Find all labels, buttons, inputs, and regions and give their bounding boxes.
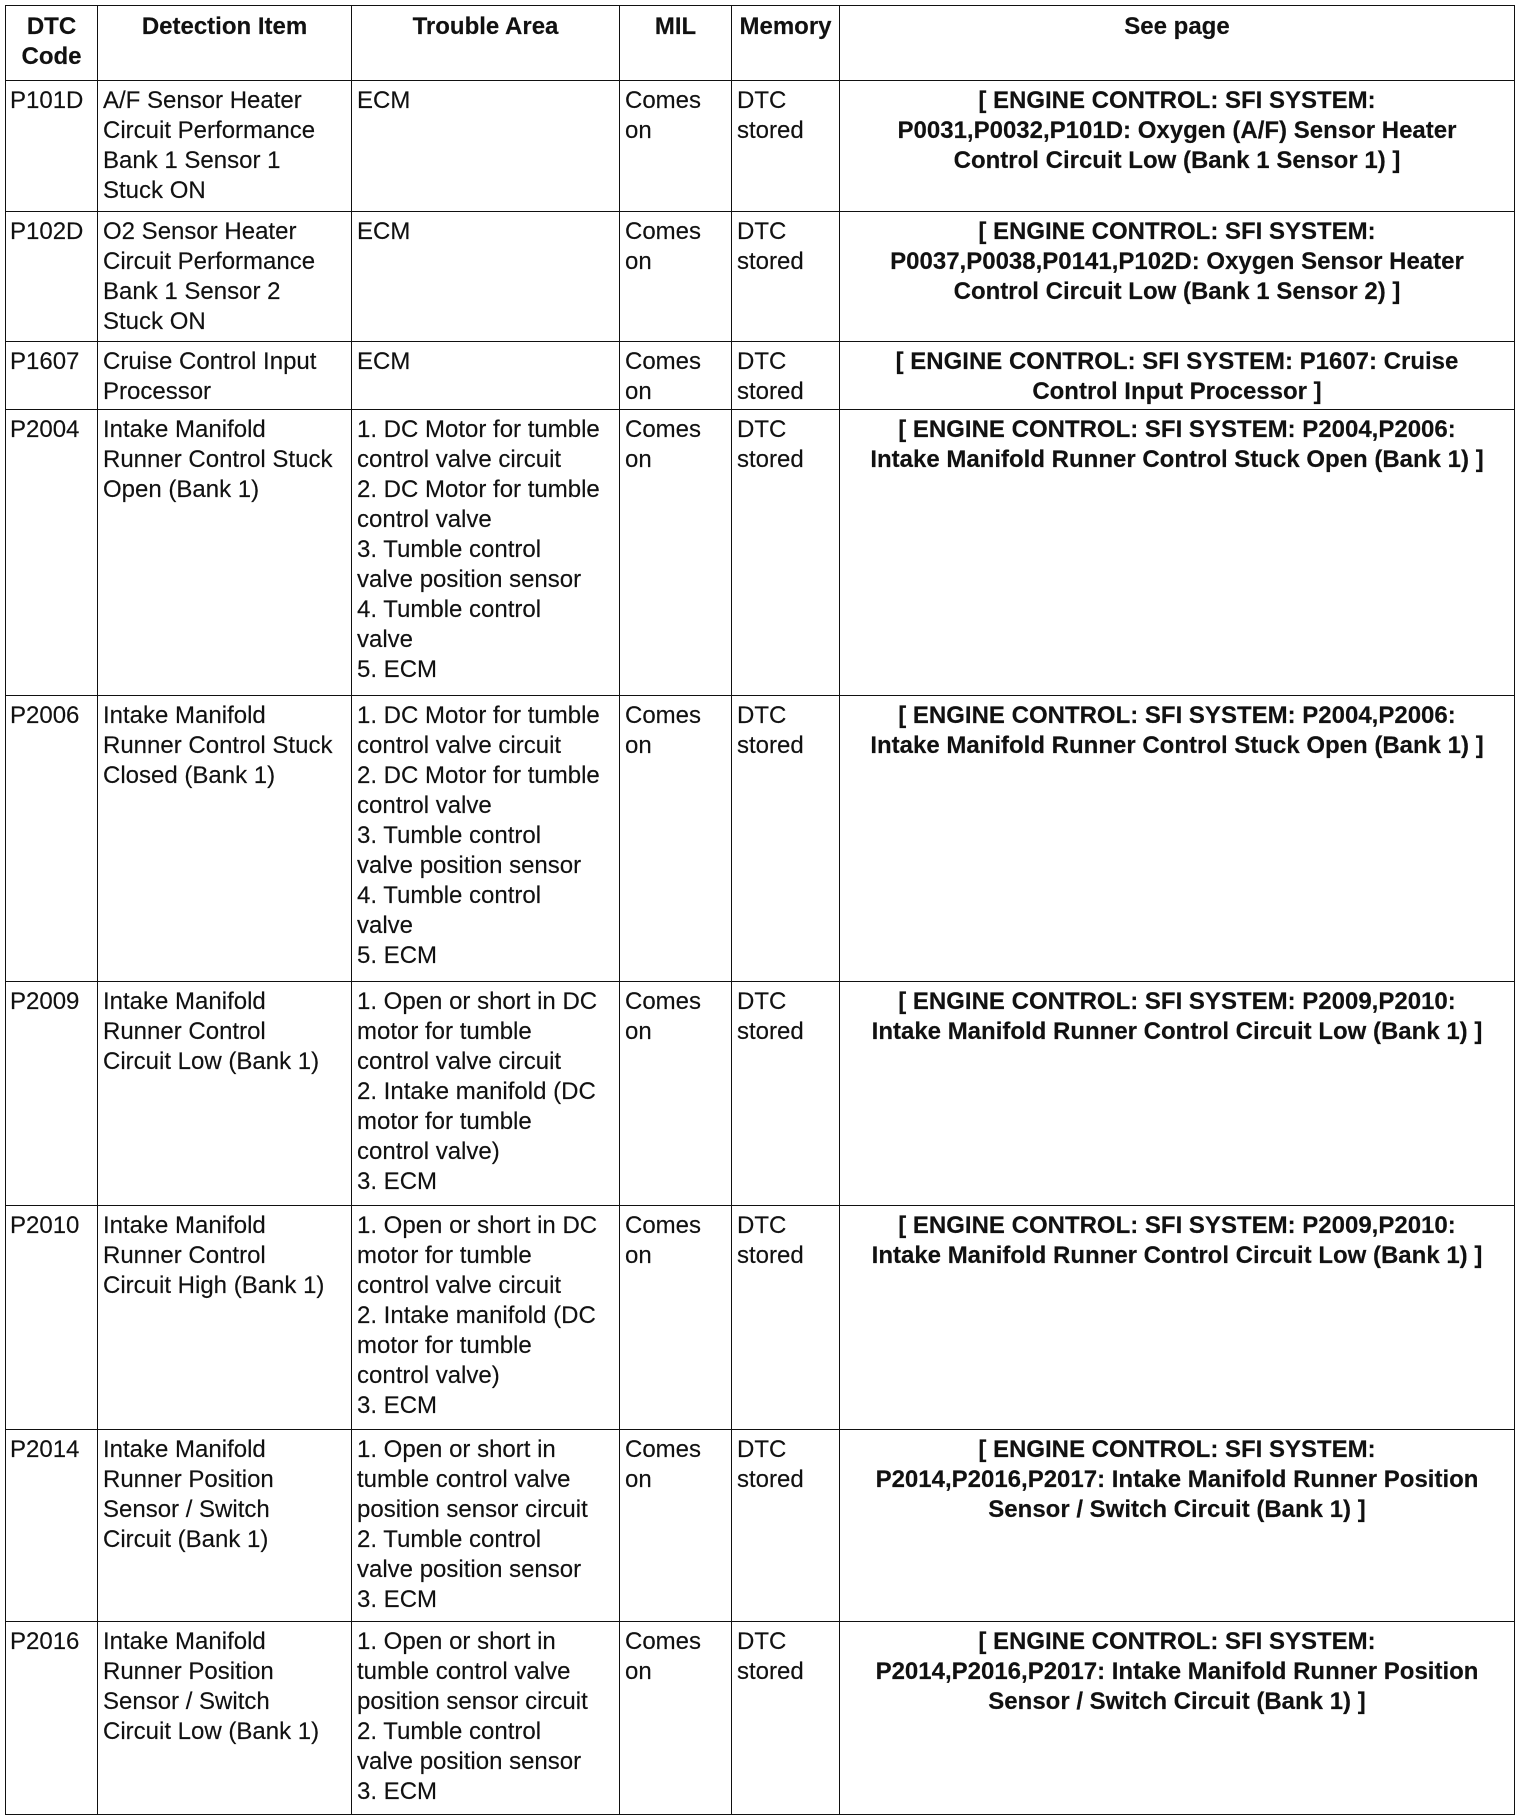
cell-see-page-link-line: [ ENGINE CONTROL: SFI SYSTEM: P2004,P2006: (898, 702, 1456, 730)
table-row (6, 342, 1515, 410)
cell-trouble-area-line: control valve (357, 792, 492, 820)
cell-mil (620, 81, 732, 212)
dtc-table (5, 5, 1515, 1815)
cell-trouble-area-line: motor for tumble (357, 1108, 532, 1136)
cell-detection-item-line: Intake Manifold (103, 1628, 266, 1656)
cell-see-page-link[interactable] (840, 982, 1515, 1206)
cell-mil (620, 342, 732, 410)
cell-mil-line: on (625, 1658, 652, 1686)
cell-detection-item (98, 982, 352, 1206)
cell-memory-line: DTC (737, 1211, 787, 1239)
cell-trouble-area-line: tumble control valve (357, 1658, 571, 1686)
cell-memory (732, 342, 840, 410)
cell-detection-item-line: Runner Control Stuck (103, 446, 333, 474)
cell-mil-line: Comes (625, 348, 702, 376)
cell-mil-line: Comes (625, 416, 702, 444)
cell-detection-item-line: Circuit Performance (103, 247, 316, 275)
cell-see-page-link[interactable] (840, 696, 1515, 982)
cell-trouble-area-line: 2. Intake manifold (DC (357, 1301, 596, 1329)
cell-trouble-area-line: ECM (357, 87, 411, 114)
cell-memory-line: stored (737, 247, 804, 275)
cell-see-page-link-line: [ ENGINE CONTROL: SFI SYSTEM: P1607: Cruise (895, 348, 1459, 376)
cell-see-page-link-line: P2014,P2016,P2017: Intake Manifold Runner Position (875, 1465, 1479, 1493)
cell-dtc-code: P102D (6, 211, 98, 342)
cell-mil-line: Comes (625, 1435, 702, 1463)
cell-trouble-area-line: 1. Open or short in DC (357, 988, 598, 1016)
cell-trouble-area-line: 1. Open or short in DC (357, 1211, 598, 1239)
cell-trouble-area (352, 1205, 620, 1429)
cell-trouble-area-line: 4. Tumble control (357, 882, 542, 910)
cell-memory-line: DTC (737, 1628, 787, 1656)
cell-detection-item-line: Intake Manifold (103, 702, 266, 730)
cell-memory-line: DTC (737, 1435, 787, 1463)
cell-trouble-area-line: motor for tumble (357, 1331, 532, 1359)
cell-mil-line: on (625, 1018, 652, 1046)
cell-dtc-code: P2009 (6, 982, 98, 1206)
table-row (6, 410, 1515, 696)
cell-trouble-area-line: 1. DC Motor for tumble (357, 702, 600, 730)
table-body (6, 81, 1515, 1815)
header-memory: Memory (732, 6, 840, 81)
table-header (6, 6, 1515, 81)
cell-trouble-area (352, 342, 620, 410)
cell-trouble-area-line: 1. Open or short in (357, 1435, 556, 1463)
cell-trouble-area (352, 1622, 620, 1815)
cell-see-page-link-line: [ ENGINE CONTROL: SFI SYSTEM: (978, 1628, 1376, 1656)
cell-memory-line: DTC (737, 87, 787, 114)
cell-memory-line: DTC (737, 348, 787, 376)
cell-trouble-area-line: valve position sensor (357, 852, 582, 880)
cell-see-page-link[interactable] (840, 1429, 1515, 1622)
cell-detection-item-line: Processor (103, 378, 212, 406)
cell-detection-item-line: Open (Bank 1) (103, 476, 260, 504)
cell-memory (732, 81, 840, 212)
cell-trouble-area (352, 696, 620, 982)
cell-detection-item-line: Sensor / Switch (103, 1688, 270, 1716)
table-row (6, 211, 1515, 342)
cell-trouble-area-line: control valve circuit (357, 1271, 562, 1299)
cell-detection-item (98, 211, 352, 342)
cell-mil-line: Comes (625, 217, 702, 245)
cell-trouble-area-line: 3. Tumble control (357, 536, 542, 564)
cell-mil-line: on (625, 247, 652, 275)
cell-mil-line: Comes (625, 702, 702, 730)
cell-mil-line: Comes (625, 1211, 702, 1239)
cell-mil-line: on (625, 732, 652, 760)
cell-trouble-area-line: control valve (357, 506, 492, 534)
table-row (6, 982, 1515, 1206)
cell-detection-item-line: Runner Control (103, 1241, 266, 1269)
cell-mil (620, 410, 732, 696)
cell-memory-line: DTC (737, 217, 787, 245)
cell-trouble-area-line: 4. Tumble control (357, 596, 542, 624)
header-mil: MIL (620, 6, 732, 81)
cell-detection-item-line: Runner Control (103, 1018, 266, 1046)
header-dtc-code (6, 6, 98, 81)
cell-detection-item-line: Intake Manifold (103, 988, 266, 1016)
cell-trouble-area-line: 2. DC Motor for tumble (357, 762, 600, 790)
cell-trouble-area-line: control valve circuit (357, 446, 562, 474)
cell-trouble-area-line: 5. ECM (357, 942, 438, 970)
cell-detection-item-line: Bank 1 Sensor 2 (103, 277, 281, 305)
cell-detection-item (98, 1205, 352, 1429)
cell-see-page-link-line: P0037,P0038,P0141,P102D: Oxygen Sensor Heater (890, 247, 1464, 275)
cell-mil-line: on (625, 117, 652, 144)
cell-see-page-link-line: [ ENGINE CONTROL: SFI SYSTEM: (978, 217, 1376, 245)
cell-dtc-code: P2006 (6, 696, 98, 982)
cell-memory-line: stored (737, 378, 804, 406)
cell-detection-item-line: Closed (Bank 1) (103, 762, 276, 790)
cell-mil (620, 1205, 732, 1429)
cell-see-page-link-line: Control Circuit Low (Bank 1 Sensor 1) ] (953, 147, 1401, 174)
cell-trouble-area (352, 410, 620, 696)
cell-trouble-area-line: 3. ECM (357, 1168, 438, 1196)
cell-memory (732, 410, 840, 696)
cell-see-page-link-line: P0031,P0032,P101D: Oxygen (A/F) Sensor Heater (897, 117, 1457, 144)
cell-see-page-link[interactable] (840, 1205, 1515, 1429)
cell-trouble-area-line: position sensor circuit (357, 1495, 588, 1523)
cell-mil (620, 696, 732, 982)
table-row (6, 1622, 1515, 1815)
cell-detection-item (98, 1622, 352, 1815)
cell-see-page-link-line: Intake Manifold Runner Control Stuck Open (Bank 1) ] (870, 732, 1484, 760)
cell-memory-line: stored (737, 117, 804, 144)
cell-trouble-area-line: 3. Tumble control (357, 822, 542, 850)
table-row (6, 1205, 1515, 1429)
cell-detection-item-line: Bank 1 Sensor 1 (103, 147, 281, 174)
cell-trouble-area-line: valve position sensor (357, 1748, 582, 1776)
cell-trouble-area-line: 3. ECM (357, 1778, 438, 1806)
cell-trouble-area-line: control valve) (357, 1361, 500, 1389)
cell-detection-item-line: Circuit Low (Bank 1) (103, 1718, 320, 1746)
cell-memory (732, 211, 840, 342)
cell-detection-item (98, 696, 352, 982)
cell-memory-line: stored (737, 1658, 804, 1686)
cell-detection-item-line: Circuit (Bank 1) (103, 1525, 269, 1553)
cell-see-page-link-line: Sensor / Switch Circuit (Bank 1) ] (988, 1688, 1366, 1716)
cell-detection-item-line: Intake Manifold (103, 1211, 266, 1239)
cell-trouble-area-line: valve (357, 912, 414, 940)
cell-trouble-area-line: 5. ECM (357, 656, 438, 684)
cell-trouble-area-line: 1. DC Motor for tumble (357, 416, 600, 444)
cell-memory-line: stored (737, 732, 804, 760)
cell-memory-line: DTC (737, 416, 787, 444)
cell-memory (732, 1429, 840, 1622)
cell-mil (620, 1429, 732, 1622)
cell-see-page-link-line: [ ENGINE CONTROL: SFI SYSTEM: (978, 1435, 1376, 1463)
cell-mil (620, 982, 732, 1206)
header-dtc-code-line1: DTC (26, 13, 77, 40)
cell-see-page-link[interactable] (840, 81, 1515, 212)
cell-trouble-area-line: 2. Intake manifold (DC (357, 1078, 596, 1106)
cell-see-page-link-line: [ ENGINE CONTROL: SFI SYSTEM: P2004,P2006: (898, 416, 1456, 444)
cell-trouble-area-line: 2. Tumble control (357, 1525, 542, 1553)
cell-detection-item-line: Circuit High (Bank 1) (103, 1271, 325, 1299)
cell-trouble-area-line: position sensor circuit (357, 1688, 588, 1716)
cell-trouble-area (352, 1429, 620, 1622)
cell-trouble-area-line: tumble control valve (357, 1465, 571, 1493)
cell-mil-line: on (625, 1241, 652, 1269)
cell-trouble-area (352, 982, 620, 1206)
cell-detection-item-line: Stuck ON (103, 307, 206, 335)
header-row (6, 6, 1515, 81)
cell-mil-line: on (625, 378, 652, 406)
cell-trouble-area (352, 211, 620, 342)
cell-see-page-link-line: Control Circuit Low (Bank 1 Sensor 2) ] (953, 277, 1401, 305)
cell-see-page-link-line: P2014,P2016,P2017: Intake Manifold Runner Position (875, 1658, 1479, 1686)
cell-trouble-area-line: 3. ECM (357, 1585, 438, 1613)
cell-trouble-area-line: 2. Tumble control (357, 1718, 542, 1746)
cell-trouble-area-line: ECM (357, 348, 411, 376)
cell-dtc-code: P2014 (6, 1429, 98, 1622)
cell-see-page-link[interactable] (840, 342, 1515, 410)
cell-detection-item-line: Runner Control Stuck (103, 732, 333, 760)
cell-detection-item-line: Runner Position (103, 1658, 274, 1686)
table-row (6, 81, 1515, 212)
cell-dtc-code: P101D (6, 81, 98, 212)
cell-mil-line: on (625, 446, 652, 474)
cell-trouble-area-line: control valve) (357, 1138, 500, 1166)
cell-trouble-area-line: 2. DC Motor for tumble (357, 476, 600, 504)
cell-trouble-area-line: valve (357, 626, 414, 654)
cell-detection-item-line: Circuit Performance (103, 117, 316, 144)
header-detection-item: Detection Item (98, 6, 352, 81)
cell-memory-line: stored (737, 1465, 804, 1493)
cell-see-page-link-line: [ ENGINE CONTROL: SFI SYSTEM: P2009,P2010: (898, 1211, 1456, 1239)
cell-detection-item (98, 410, 352, 696)
cell-see-page-link[interactable] (840, 410, 1515, 696)
cell-detection-item-line: Circuit Low (Bank 1) (103, 1048, 320, 1076)
cell-see-page-link-line: [ ENGINE CONTROL: SFI SYSTEM: (978, 87, 1376, 114)
cell-memory (732, 696, 840, 982)
cell-trouble-area-line: valve position sensor (357, 566, 582, 594)
cell-trouble-area-line: valve position sensor (357, 1555, 582, 1583)
table-row (6, 1429, 1515, 1622)
cell-trouble-area-line: 1. Open or short in (357, 1628, 556, 1656)
cell-memory (732, 1622, 840, 1815)
cell-mil-line: Comes (625, 1628, 702, 1656)
cell-dtc-code: P1607 (6, 342, 98, 410)
cell-detection-item (98, 342, 352, 410)
cell-memory-line: DTC (737, 988, 787, 1016)
cell-see-page-link-line: Intake Manifold Runner Control Circuit Low (Bank 1) ] (871, 1018, 1483, 1046)
cell-detection-item-line: Cruise Control Input (103, 348, 317, 376)
cell-trouble-area-line: motor for tumble (357, 1241, 532, 1269)
cell-dtc-code: P2010 (6, 1205, 98, 1429)
header-see-page: See page (840, 6, 1515, 81)
cell-trouble-area-line: motor for tumble (357, 1018, 532, 1046)
header-dtc-code-line2: Code (21, 43, 82, 70)
cell-mil-line: Comes (625, 988, 702, 1016)
cell-trouble-area-line: ECM (357, 217, 411, 245)
cell-dtc-code: P2004 (6, 410, 98, 696)
cell-memory-line: stored (737, 1018, 804, 1046)
cell-detection-item-line: Stuck ON (103, 177, 206, 204)
cell-see-page-link-line: Intake Manifold Runner Control Stuck Open (Bank 1) ] (870, 446, 1484, 474)
cell-mil-line: Comes (625, 87, 702, 114)
cell-memory (732, 1205, 840, 1429)
cell-trouble-area-line: control valve circuit (357, 1048, 562, 1076)
cell-memory-line: DTC (737, 702, 787, 730)
cell-trouble-area-line: 3. ECM (357, 1391, 438, 1419)
cell-trouble-area-line: control valve circuit (357, 732, 562, 760)
table-row (6, 696, 1515, 982)
cell-detection-item-line: Sensor / Switch (103, 1495, 270, 1523)
cell-memory-line: stored (737, 1241, 804, 1269)
cell-see-page-link-line: [ ENGINE CONTROL: SFI SYSTEM: P2009,P2010: (898, 988, 1456, 1016)
cell-mil (620, 211, 732, 342)
cell-see-page-link[interactable] (840, 211, 1515, 342)
cell-detection-item (98, 1429, 352, 1622)
cell-detection-item-line: A/F Sensor Heater (103, 87, 302, 114)
cell-see-page-link[interactable] (840, 1622, 1515, 1815)
cell-detection-item (98, 81, 352, 212)
cell-see-page-link-line: Sensor / Switch Circuit (Bank 1) ] (988, 1495, 1366, 1523)
cell-mil-line: on (625, 1465, 652, 1493)
cell-see-page-link-line: Control Input Processor ] (1032, 378, 1322, 406)
header-trouble-area: Trouble Area (352, 6, 620, 81)
cell-dtc-code: P2016 (6, 1622, 98, 1815)
cell-trouble-area (352, 81, 620, 212)
cell-detection-item-line: Intake Manifold (103, 1435, 266, 1463)
cell-memory (732, 982, 840, 1206)
cell-detection-item-line: Intake Manifold (103, 416, 266, 444)
cell-mil (620, 1622, 732, 1815)
cell-detection-item-line: Runner Position (103, 1465, 274, 1493)
cell-see-page-link-line: Intake Manifold Runner Control Circuit Low (Bank 1) ] (871, 1241, 1483, 1269)
cell-detection-item-line: O2 Sensor Heater (103, 217, 297, 245)
cell-memory-line: stored (737, 446, 804, 474)
